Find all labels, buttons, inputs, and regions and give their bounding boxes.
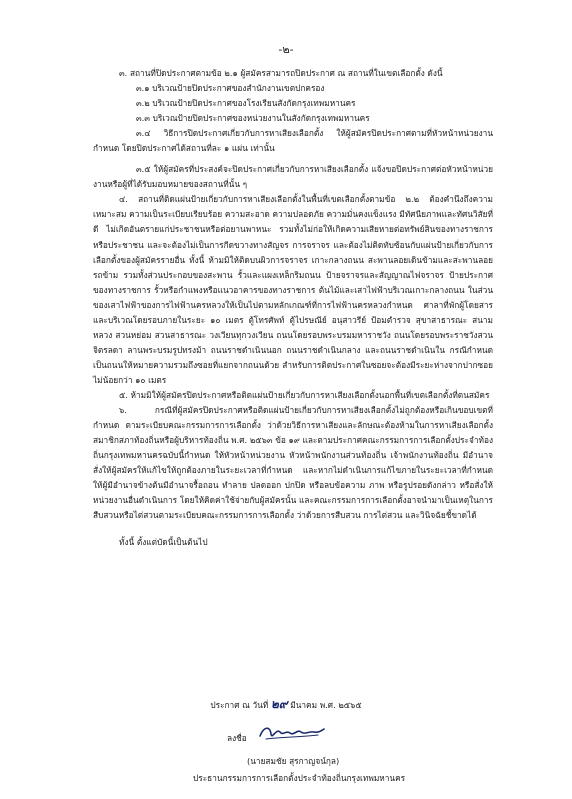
handwritten-signature (256, 720, 326, 744)
paragraph-section-4: ๔. สถานที่ติดแผ่นป้ายเกี่ยวกับการหาเสียงเลือกตั้งในพื้นที่เขตเลือกตั้งตามข้อ ๒.๒ ต้องคำนึงถึงความเหมาะสม ความเป็นระเบียบเรียบร้อย ความสะอาด ความปลอดภัย ความมั่นคงแข็งแรง มีทัศนียภาพและทัศนวิสัยที่ดี ไม่เกิดอันตรายแก่ประชาชนหรือต่อยานพาหนะ รวมทั้งไม่ก่อให้เกิดความเสียหายต่อทรัพย์สินของทางราชการหรือประชาชน และจะต้องไม่เป็นการกีดขวางทางสัญจร การจราจร และต้องไม่ติดทับซ้อนกับแผ่นป้ายเกี่ยวกับการเลือกตั้งของผู้สมัครรายอื่น ทั้งนี้ ห้ามมิให้ติดบนผิวการจราจร เกาะกลางถนน สะพานลอยเดินข้ามและสะพานลอยรถข้าม รวมทั้งส่วนประกอบของสะพาน รั้วและแผงเหล็กริมถนน ป้ายจราจรและสัญญาณไฟจราจร ป้ายประกาศของทางราชการ รั้วหรือกำแพงหรือแนวอาคารของทางราชการ ต้นไม้และเสาไฟฟ้าบริเวณเกาะกลางถนน ในส่วนของเสาไฟฟ้าของการไฟฟ้านครหลวงให้เป็นไปตามหลักเกณฑ์ที่การไฟฟ้านครหลวงกำหนด ศาลาที่พักผู้โดยสารและบริเวณโดยรอบภายในระยะ ๑๐ เมตร ตู้โทรศัพท์ ตู้ไปรษณีย์ อนุสาวรีย์ ป้อมตำรวจ สุขาสาธารณะ สนามหลวง สวนหย่อม สวนสาธารณะ วงเวียนทุกวงเวียน ถนนโดยรอบพระบรมมหาราชวัง ถนนโดยรอบพระราชวังสวนจิตรลดา ลานพระบรมรูปทรงม้า ถนนราชดำเนินนอก ถนนราชดำเนินกลาง และถนนราชดำเนินใน กรณีกำหนดเป็นถนนให้หมายความรวมถึงซอยที่แยกจากถนนด้วย สำหรับการติดประกาศในซอยจะต้องมีระยะห่างจากปากซอยไม่น้อยกว่า ๑๐ เมตร (93, 194, 493, 385)
paragraph-3-3: ๓.๓ บริเวณป้ายปิดประกาศของหน่วยงานในสังกัดกรุงเทพมหานคร (136, 113, 370, 124)
paragraph-section-6: ๖. กรณีที่ผู้สมัครปิดประกาศหรือติดแผ่นป้ายเกี่ยวกับการหาเสียงเลือกตั้งไม่ถูกต้องหรือเกินขอบเขตที่กำหนด ตามระเบียบคณะกรรมการการเลือกตั้ง ว่าด้วยวิธีการหาเสียงและลักษณะต้องห้ามในการหาเสียงเลือกตั้งสมาชิกสภาท้องถิ่นหรือผู้บริหารท้องถิ่น พ.ศ. ๒๕๖๓ ข้อ ๑๙ และตามประกาศคณะกรรมการการเลือกตั้งประจำท้องถิ่นกรุงเทพมหานครฉบับนี้กำหนด ให้หัวหน้าหน่วยงาน หัวหน้าพนักงานส่วนท้องถิ่น เจ้าพนักงานท้องถิ่น มีอำนาจสั่งให้ผู้สมัครให้แก้ไขให้ถูกต้องภายในระยะเวลาที่กำหนด และหากไม่ดำเนินการแก้ไขภายในระยะเวลาที่กำหนด ให้ผู้มีอำนาจข้างต้นมีอำนาจรื้อถอน ทำลาย ปลดออก ปกปิด หรือลบข้อความ ภาพ หรือรูปรอยดังกล่าว หรือสั่งให้หน่วยงานอื่นดำเนินการ โดยให้คิดค่าใช้จ่ายกับผู้สมัครนั้น และคณะกรรมการการเลือกตั้งอาจนำมาเป็นเหตุในการสืบสวนหรือไต่สวนตามระเบียบคณะกรรมการการเลือกตั้ง ว่าด้วยการสืบสวน การไต่สวน และวินิจฉัยชี้ขาดได้ (93, 405, 493, 521)
signer-title: ประธานกรรมการการเลือกตั้งประจำท้องถิ่นกรุงเทพมหานคร (193, 773, 406, 783)
date-prefix: ประกาศ ณ วันที่ (210, 700, 269, 710)
date-month-year: มีนาคม พ.ศ. ๒๕๖๕ (290, 700, 362, 710)
signer-name: (นายสมชัย สุรกาญจน์กุล) (247, 756, 340, 766)
announcement-date (0, 695, 572, 714)
paragraph-3-1: ๓.๑ บริเวณป้ายปิดประกาศของสำนักงานเขตปกครอง (136, 83, 325, 94)
handwritten-day: ๒๙ (270, 697, 288, 711)
paragraph-3-2: ๓.๒ บริเวณป้ายปิดประกาศของโรงเรียนสังกัดกรุงเทพมหานคร (136, 98, 356, 109)
paragraph-3-4: ๓.๔ วิธีการปิดประกาศเกี่ยวกับการหาเสียงเลือกตั้ง ให้ผู้สมัครปิดประกาศตามที่หัวหน้าหน่วยงานกำหนด โดยปิดประกาศได้สถานที่ละ ๑ แผ่น เท่านั้น (93, 128, 493, 154)
paragraph-3-5: ๓.๕ ให้ผู้สมัครที่ประสงค์จะปิดประกาศเกี่ยวกับการหาเสียงเลือกตั้ง แจ้งขอปิดประกาศต่อหัวหน้าหน่วยงานหรือผู้ที่ได้รับมอบหมายของสถานที่นั้น ๆ (93, 164, 493, 190)
page-number: -๒- (278, 43, 294, 56)
paragraph-section-5: ๕. ห้ามมิให้ผู้สมัครปิดประกาศหรือติดแผ่นป้ายเกี่ยวกับการหาเสียงเลือกตั้งนอกพื้นที่เขตเลือกตั้งที่ตนสมัคร (119, 389, 490, 400)
document-body (93, 66, 493, 550)
closing-statement: ทั้งนี้ ตั้งแต่บัดนี้เป็นต้นไป (119, 537, 208, 548)
paragraph-section-3: ๓. สถานที่ปิดประกาศตามข้อ ๒.๑ ผู้สมัครสามารถปิดประกาศ ณ สถานที่ในเขตเลือกตั้ง ดังนี้ (119, 68, 443, 78)
signature-label: ลงชื่อ (227, 733, 247, 743)
